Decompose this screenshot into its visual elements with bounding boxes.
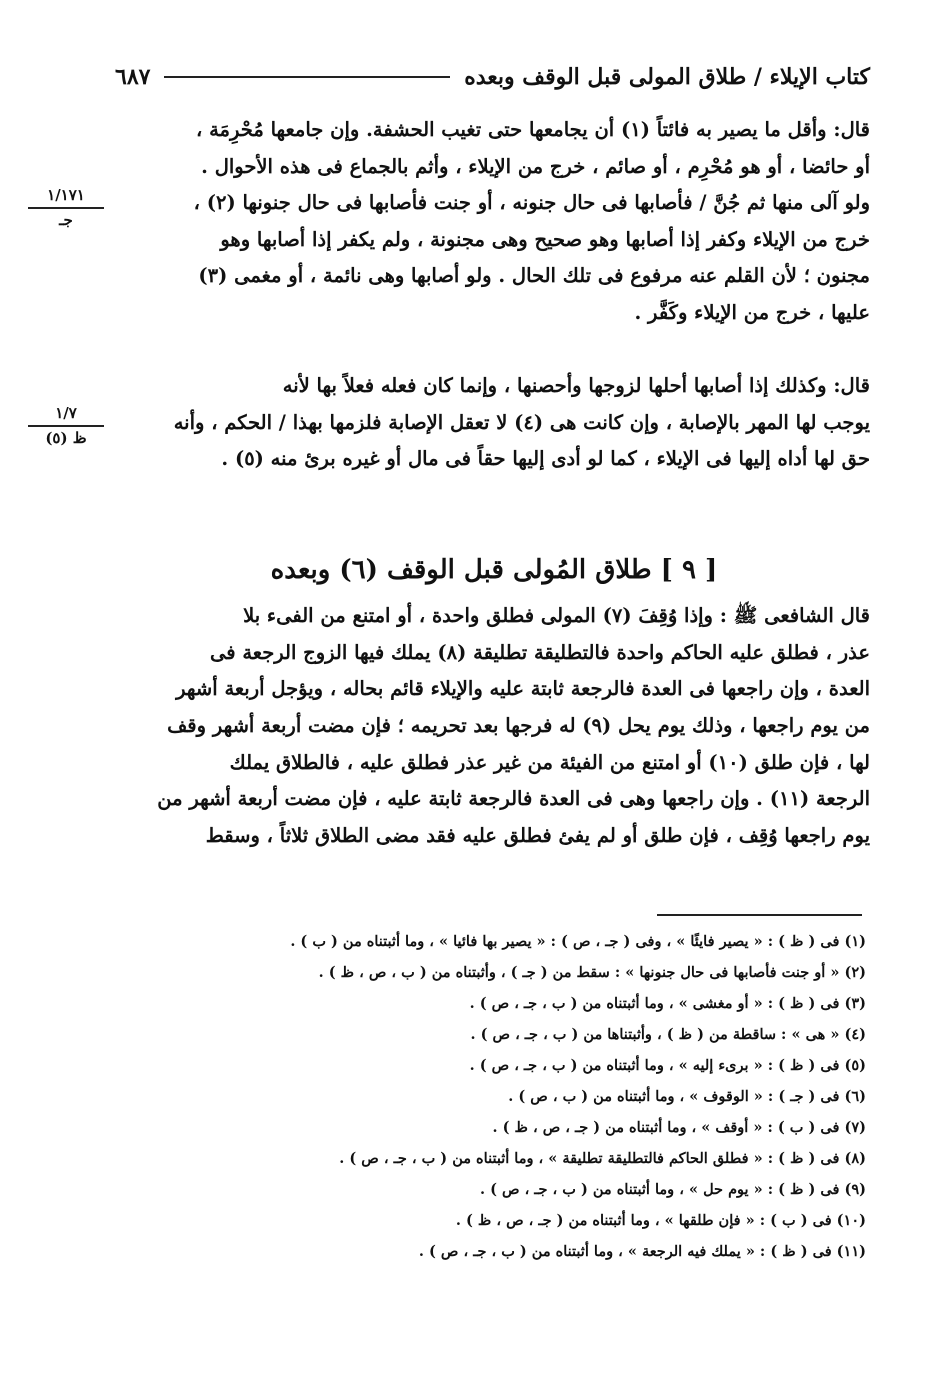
text-line: يوم راجعها وُقِف ، فإن طلق أو لم يفئ فطلق عليه فقد مضى الطلاق ثلاثاً ، وسقط [205,824,870,848]
margin-note-folio: ١/١٧١ [28,186,104,209]
margin-manuscript-reference [28,186,104,230]
margin-note-siglum: جـ [59,211,73,229]
text-line: يوجب لها المهر بالإصابة ، وإن كانت هى (٤) لا تعقل الإصابة فلزمها بهذا / الحكم ، وأنه [173,410,870,434]
footnote: (١) فى ( ظ ) : « يصير فايئًا » ، وفى ( جـ ، ص ) : « يصير بها فائيا » ، وما أثبتناه من ( ب ) . [290,933,866,950]
margin-note-folio: ١/٧ [28,404,104,427]
footnote: (١١) فى ( ظ ) : « يملك فيه الرجعة » ، وما أثبتناه من ( ب ، جـ ، ص ) . [418,1243,866,1260]
footnote: (٧) فى ( ب ) : « أوقف » ، وما أثبتناه من ( جـ ، ص ، ظ ) . [492,1119,866,1136]
text-line: مجنون ؛ لأن القلم عنه مرفوع فى تلك الحال . ولو أصابها وهى نائمة ، أو مغمى (٣) [198,264,870,287]
text-line: قال الشافعى ﷺ : وإذا وُقِفَ (٧) المولى فطلق واحدة ، أو امتنع من الفىء بلا [243,604,870,627]
text-line: الرجعة (١١) . وإن راجعها وهى فى العدة فالرجعة ثابتة عليه ، فإن مضت أربعة أشهر من [157,787,870,811]
text-line: قال: وكذلك إذا أصابها أحلها لزوجها وأحصنها ، وإنما كان فعله فعلاً بها لأنه [282,374,870,397]
margin-note-siglum: ظ (٥) [45,429,87,447]
text-line: ولو آلى منها ثم جُنَّ / فأصابها فى حال جنونه ، أو جنت فأصابها فى حال جنونها (٢) ، [193,191,870,214]
page-number: ٦٨٧ [115,64,151,90]
text-line: لها ، فإن طلق (١٠) أو امتنع من الفيئة من غير عذر فطلق عليه ، فالطلاق يملك [229,750,870,774]
body-paragraph [118,598,870,855]
footnote: (٤) « هى » : ساقطة من ( ظ ) ، وأثبتناها من ( ب ، جـ ، ص ) . [470,1026,866,1043]
footnote: (٣) فى ( ظ ) : « أو مغشى » ، وما أثبتناه من ( ب ، جـ ، ص ) . [469,995,866,1012]
text-line: عليها ، خرج من الإيلاء وكَفَّر . [634,300,870,324]
body-paragraph [118,368,870,478]
body-paragraph [118,112,870,331]
text-line: من يوم راجعها ، وذلك يوم يحل (٩) له فرجها بعد تحريمه ؛ فإن مضت أربعة أشهر وقف [167,714,870,738]
text-line: قال: وأقل ما يصير به فائتاً (١) أن يجامعها حتى تغيب الحشفة. وإن جامعها مُحْرِمَة ، [196,118,870,141]
footnote: (٦) فى ( جـ ) : « الوقوف » ، وما أثبتناه من ( ب ، ص ) . [508,1088,866,1105]
running-header [115,60,870,94]
footnote-rule [657,914,862,916]
text-line: العدة ، وإن راجعها فى العدة فالرجعة ثابتة عليه والإيلاء قائم بحاله ، ويؤجل أربعة أشهر [176,677,870,701]
running-title: كتاب الإيلاء / طلاق المولى قبل الوقف وبعده [464,64,870,90]
header-rule [164,76,450,78]
text-line: حق لها أداه إليها فى الإيلاء ، كما لو أدى إليها حقاً فى مال أو غيره برئ منه (٥) . [221,447,870,470]
footnote: (٥) فى ( ظ ) : « برىء إليه » ، وما أثبتناه من ( ب ، جـ ، ص ) . [469,1057,866,1074]
text-line: خرج من الإيلاء وكفر إذا أصابها وهو صحيح وهى مجنونة ، ولم يكفر إذا أصابها وهو [220,227,870,251]
footnote: (٩) فى ( ظ ) : « يوم حل » ، وما أثبتناه من ( ب ، جـ ، ص ) . [479,1181,866,1198]
footnote: (٢) « أو جنت فأصابها فى حال جنونها » : سقط من ( جـ ) ، وأثبتناه من ( ب ، ص ، ظ ) . [318,964,866,981]
footnote: (٨) فى ( ظ ) : « فطلق الحاكم فالتطليقة تطليقة » ، وما أثبتناه من ( ب ، جـ ، ص ) . [339,1150,866,1167]
section-heading: [ ٩ ] طلاق المُولى قبل الوقف (٦) وبعده [270,555,718,585]
margin-manuscript-reference [28,404,104,448]
footnotes-list [150,926,866,1267]
text-line: أو حائضا ، أو هو مُحْرِم ، أو صائم ، خرج من الإيلاء ، وأثم بالجماع فى هذه الأحوال . [201,154,870,178]
footnote: (١٠) فى ( ب ) : « فإن طلقها » ، وما أثبتناه من ( جـ ، ص ، ظ ) . [455,1212,866,1229]
text-line: عذر ، فطلق عليه الحاكم واحدة فالتطليقة تطليقة (٨) يملك فيها الزوج الرجعة فى [209,640,870,664]
